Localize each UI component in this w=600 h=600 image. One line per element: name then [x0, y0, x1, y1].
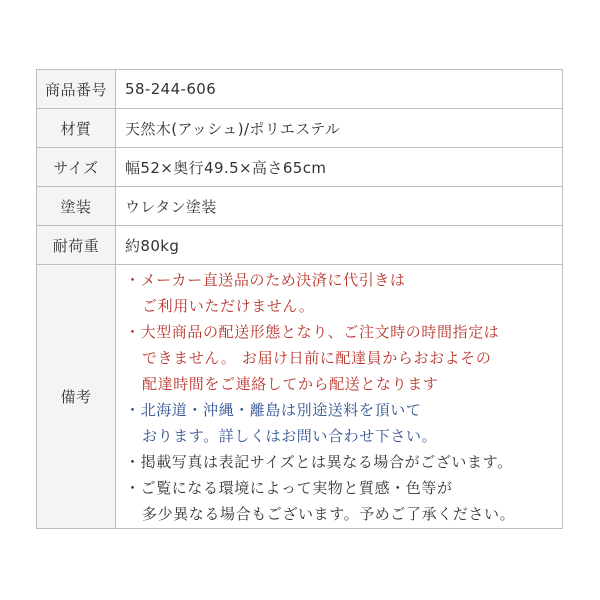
spec-row-finish [37, 187, 563, 226]
note-line: ・北海道・沖縄・離島は別途送料を頂いて [125, 400, 422, 419]
spec-row-material [37, 109, 563, 148]
spec-row-size [37, 148, 563, 187]
note-item [125, 319, 562, 397]
note-line: ・掲載写真は表記サイズとは異なる場合がございます。 [125, 452, 513, 471]
note-line: ご利用いただけません。 [142, 296, 315, 315]
note-line: 多少異なる場合もございます。予めご了承ください。 [142, 504, 516, 523]
spec-row-product-number [37, 70, 563, 109]
spec-value: ウレタン塗装 [116, 187, 563, 226]
spec-row-load-capacity [37, 226, 563, 265]
spec-value: 58-244-606 [116, 70, 563, 109]
spec-row-notes [37, 265, 563, 529]
note-line: ・メーカー直送品のため決済に代引きは [125, 270, 406, 289]
note-line: ・ご覧になる環境によって実物と質感・色等が [125, 478, 453, 497]
spec-value: 約80kg [116, 226, 563, 265]
spec-value: 天然木(アッシュ)/ポリエステル [116, 109, 563, 148]
spec-value: 幅52×奥行49.5×高さ65cm [116, 148, 563, 187]
spec-label: 塗装 [37, 187, 116, 226]
note-item [125, 397, 562, 449]
note-line: おります。詳しくはお問い合わせ下さい。 [142, 426, 438, 445]
spec-label: 耐荷重 [37, 226, 116, 265]
note-item [125, 449, 562, 475]
product-spec-table [36, 69, 563, 529]
notes-label: 備考 [37, 265, 116, 529]
note-line: できません。 お届け日前に配達員からおおよその [142, 348, 492, 367]
spec-label: 商品番号 [37, 70, 116, 109]
note-item [125, 475, 562, 527]
notes-list [116, 265, 563, 529]
spec-label: サイズ [37, 148, 116, 187]
note-line: 配達時間をご連絡してから配送となります [142, 374, 439, 393]
note-line: ・大型商品の配送形態となり、ご注文時の時間指定は [125, 322, 500, 341]
note-item [125, 267, 562, 319]
spec-label: 材質 [37, 109, 116, 148]
